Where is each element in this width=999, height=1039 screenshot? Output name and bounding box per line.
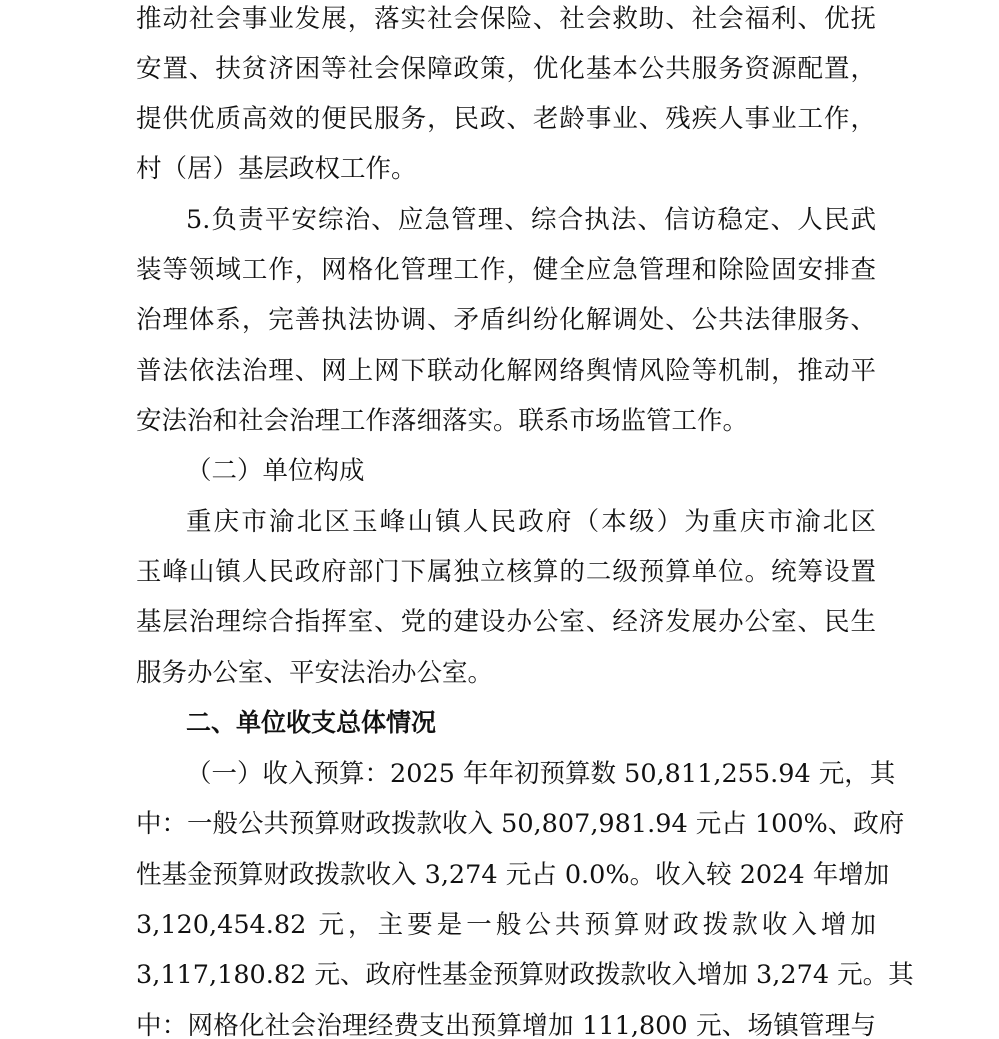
paragraph-line-11: 重庆市渝北区玉峰山镇人民政府（本级）为重庆市渝北区: [186, 507, 876, 537]
paragraph-line-20: 3,117,180.82 元、政府性基金预算财政拨款收入增加 3,274 元。其: [136, 960, 914, 990]
paragraph-line-5: 5.负责平安综治、应急管理、综合执法、信访稳定、人民武: [186, 205, 876, 235]
paragraph-line-4: 村（居）基层政权工作。: [136, 154, 417, 184]
paragraph-line-3: 提供优质高效的便民服务，民政、老龄事业、残疾人事业工作，: [136, 104, 876, 134]
paragraph-line-9: 安法治和社会治理工作落细落实。联系市场监管工作。: [136, 406, 749, 436]
paragraph-line-6: 装等领域工作，网格化管理工作，健全应急管理和除险固安排查: [136, 255, 876, 285]
paragraph-line-12: 玉峰山镇人民政府部门下属独立核算的二级预算单位。统筹设置: [136, 557, 876, 587]
paragraph-line-13: 基层治理综合指挥室、党的建设办公室、经济发展办公室、民生: [136, 607, 876, 637]
section-heading-income-expense: 二、单位收支总体情况: [186, 708, 437, 737]
paragraph-line-18: 性基金预算财政拨款收入 3,274 元占 0.0%。收入较 2024 年增加: [136, 860, 890, 890]
paragraph-line-21: 中：网格化社会治理经费支出预算增加 111,800 元、场镇管理与: [136, 1011, 876, 1039]
subheading-unit-composition: （二）单位构成: [186, 456, 365, 486]
paragraph-line-2: 安置、扶贫济困等社会保障政策，优化基本公共服务资源配置，: [136, 54, 876, 84]
paragraph-line-1: 推动社会事业发展，落实社会保险、社会救助、社会福利、优抚: [136, 4, 876, 34]
paragraph-line-8: 普法依法治理、网上网下联动化解网络舆情风险等机制，推动平: [136, 356, 876, 386]
paragraph-line-14: 服务办公室、平安法治办公室。: [136, 658, 494, 688]
paragraph-line-17: 中：一般公共预算财政拨款收入 50,807,981.94 元占 100%、政府: [136, 809, 905, 839]
paragraph-line-7: 治理体系，完善执法协调、矛盾纠纷化解调处、公共法律服务、: [136, 305, 876, 335]
paragraph-line-19: 3,120,454.82 元，主要是一般公共预算财政拨款收入增加: [136, 910, 876, 940]
paragraph-line-16: （一）收入预算：2025 年年初预算数 50,811,255.94 元，其: [186, 759, 896, 789]
